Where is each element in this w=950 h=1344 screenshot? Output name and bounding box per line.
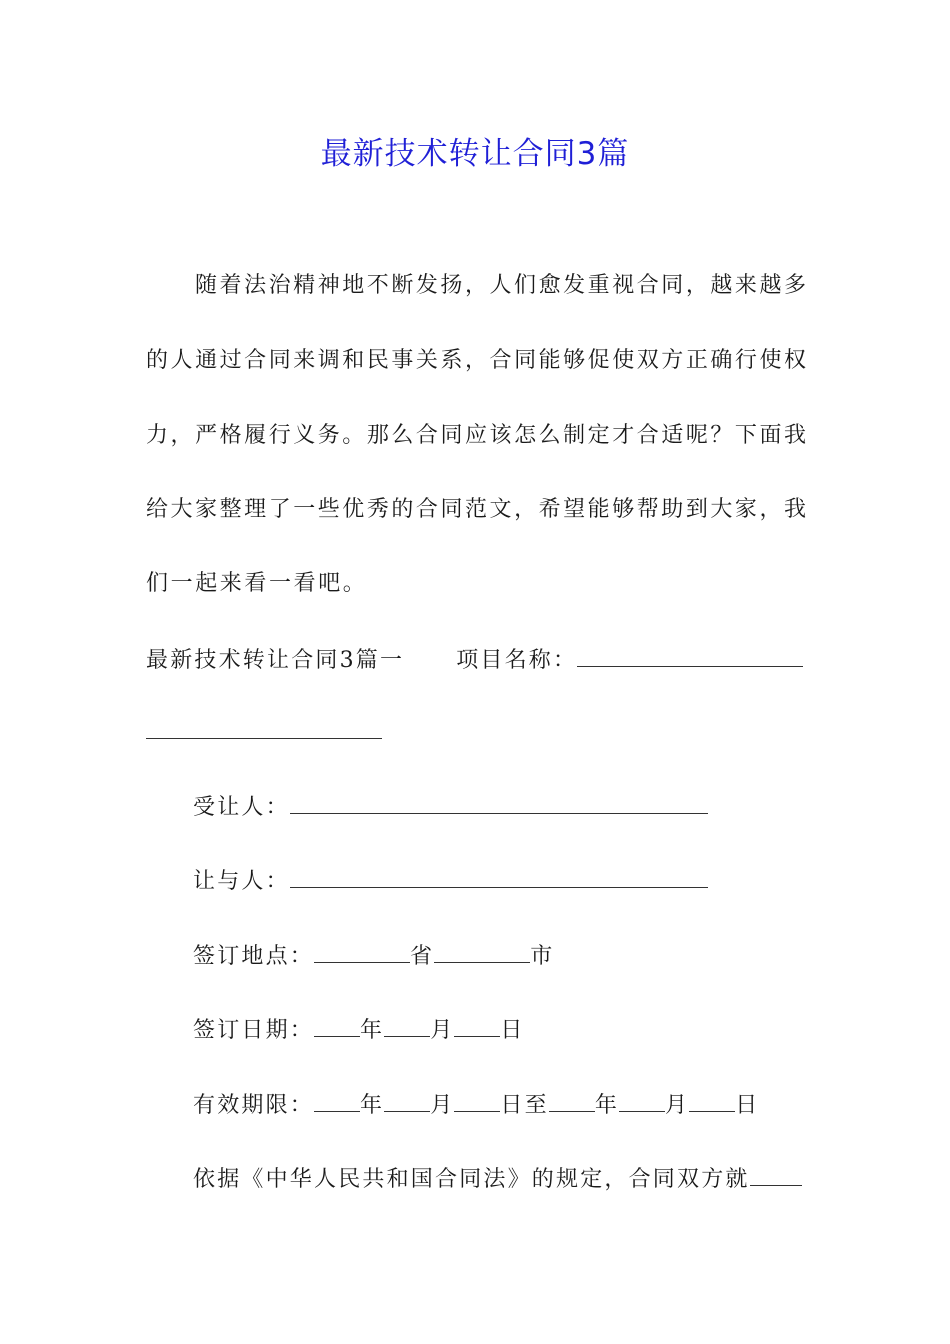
- project-name-blank-2[interactable]: [146, 718, 382, 739]
- project-name-label: 项目名称：: [456, 648, 578, 673]
- validity-label: 有效期限：: [193, 1093, 315, 1118]
- to-year-blank[interactable]: [549, 1091, 595, 1112]
- to-day-label: 日: [735, 1093, 760, 1118]
- validity-row: [193, 1091, 759, 1121]
- sign-date-row: [193, 1016, 525, 1046]
- from-year-blank[interactable]: [314, 1091, 360, 1112]
- from-year-label: 年: [360, 1093, 385, 1118]
- transferee-label: 受让人：: [193, 795, 290, 820]
- to-day-blank[interactable]: [689, 1091, 735, 1112]
- section-heading: 最新技术转让合同3篇一: [146, 648, 405, 673]
- to-label: 日至: [500, 1093, 549, 1118]
- transferee-blank[interactable]: [290, 793, 708, 814]
- province-label: 省: [410, 944, 435, 969]
- basis-blank[interactable]: [750, 1165, 802, 1186]
- document-title: 最新技术转让合同3篇: [320, 136, 630, 172]
- sign-date-label: 签订日期：: [193, 1018, 315, 1043]
- basis-text: 依据《中华人民共和国合同法》的规定，合同双方就: [193, 1167, 750, 1192]
- transferor-label: 让与人：: [193, 869, 290, 894]
- city-label: 市: [530, 944, 555, 969]
- city-blank[interactable]: [434, 942, 530, 963]
- sign-place-label: 签订地点：: [193, 944, 315, 969]
- basis-row: [193, 1165, 802, 1195]
- intro-line-2: 的人通过合同来调和民事关系，合同能够促使双方正确行使权: [146, 348, 806, 373]
- intro-line-5: 们一起来看一看吧。: [146, 571, 368, 596]
- province-blank[interactable]: [314, 942, 410, 963]
- to-year-label: 年: [594, 1093, 620, 1118]
- day-blank[interactable]: [454, 1016, 500, 1037]
- from-month-blank[interactable]: [384, 1091, 430, 1112]
- year-label: 年: [360, 1018, 385, 1043]
- intro-line-1: 随着法治精神地不断发扬，人们愈发重视合同，越来越多: [195, 273, 806, 298]
- day-label: 日: [500, 1018, 525, 1043]
- year-blank[interactable]: [314, 1016, 360, 1037]
- month-blank[interactable]: [384, 1016, 430, 1037]
- project-name-continuation: [146, 718, 382, 748]
- transferor-row: [193, 867, 708, 897]
- transferor-blank[interactable]: [290, 867, 708, 888]
- from-month-label: 月: [430, 1093, 455, 1118]
- to-month-blank[interactable]: [619, 1091, 665, 1112]
- intro-line-3: 力，严格履行义务。那么合同应该怎么制定才合适呢？下面我: [146, 423, 806, 448]
- transferee-row: [193, 793, 708, 823]
- from-day-blank[interactable]: [454, 1091, 500, 1112]
- to-month-label: 月: [665, 1093, 690, 1118]
- sign-place-row: [193, 942, 554, 972]
- project-name-blank[interactable]: [577, 646, 803, 667]
- intro-line-4: 给大家整理了一些优秀的合同范文，希望能够帮助到大家，我: [146, 497, 806, 522]
- month-label: 月: [430, 1018, 455, 1043]
- section-heading-row: [146, 646, 803, 676]
